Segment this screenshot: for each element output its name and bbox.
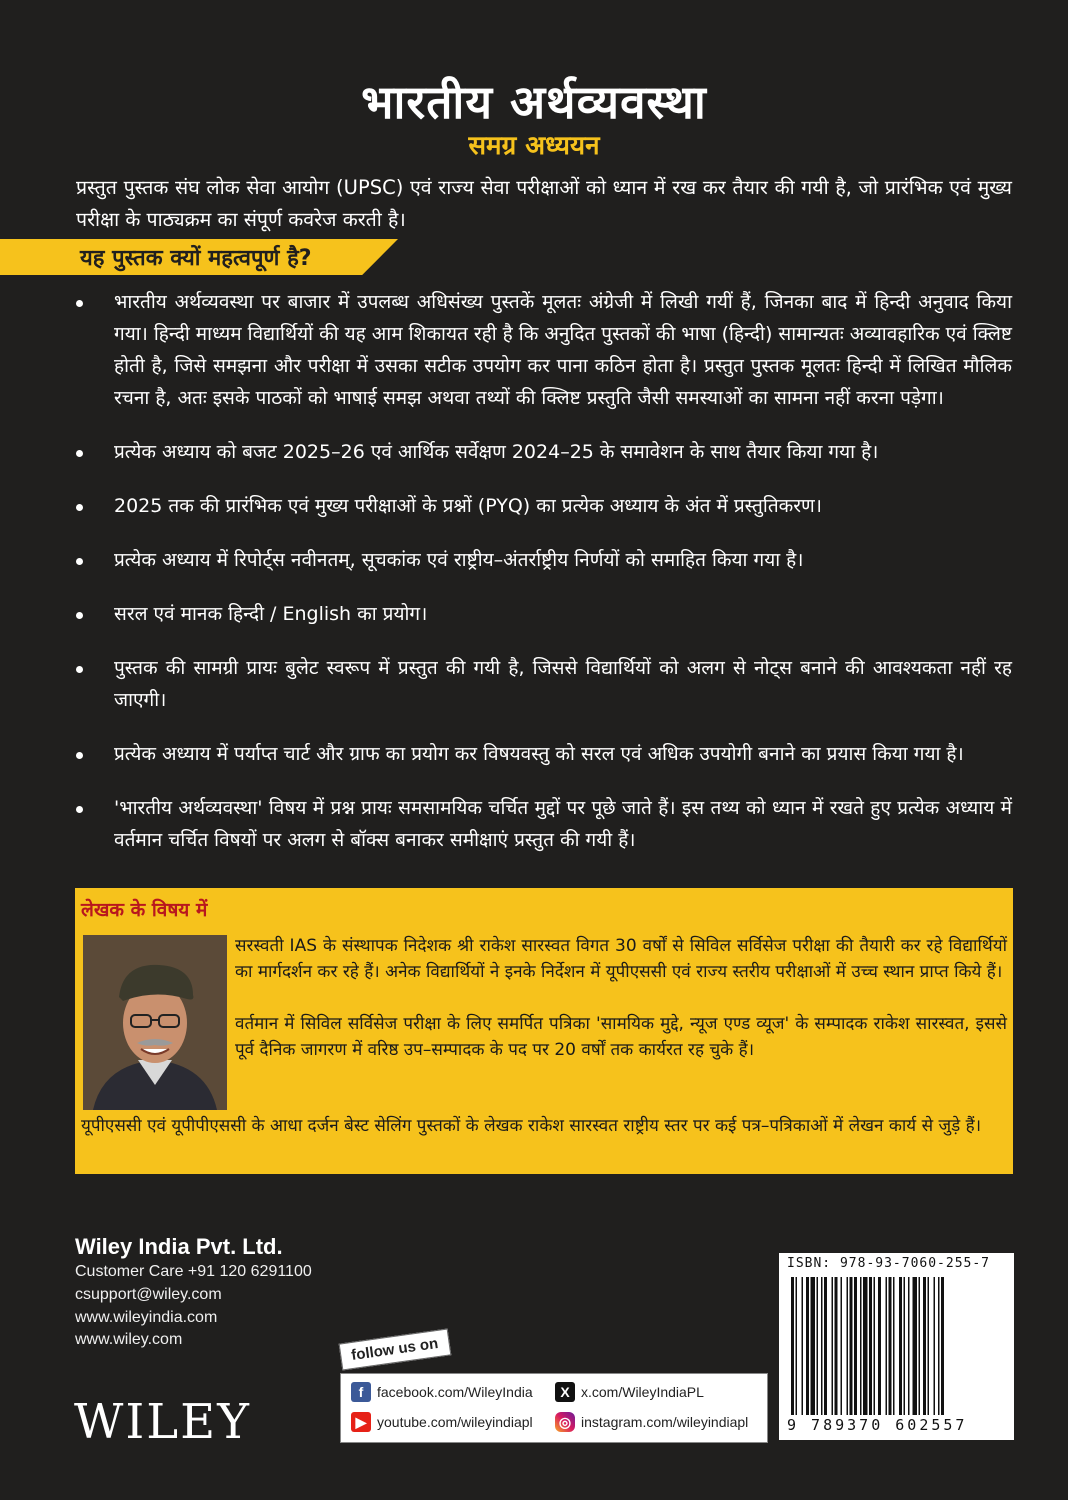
list-item — [76, 544, 1012, 576]
instagram-icon: ◎ — [555, 1412, 575, 1432]
isbn-label: ISBN: 978-93-7060-255-7 — [787, 1256, 991, 1271]
author-bio-paragraph: सरस्वती IAS के संस्थापक निदेशक श्री राकेश सारस्वत विगत 30 वर्षों से सिविल सर्विसेज परीक्षा की तैयारी कर रहे विद्यार्थियों का मार्गदर्शन कर रहे हैं। अनेक विद्यार्थियों ने इनके निर्देशन में यूपीएससी एवं राज्य स्तरीय परीक्षाओं में उच्च स्थान प्राप्त किये हैं। — [235, 936, 1007, 982]
list-item — [76, 490, 1012, 522]
list-item — [76, 436, 1012, 468]
list-item — [76, 738, 1012, 770]
author-portrait-icon — [83, 935, 227, 1110]
publisher-name: Wiley India Pvt. Ltd. — [75, 1234, 283, 1259]
social-links — [340, 1373, 768, 1443]
barcode-box — [779, 1253, 1014, 1440]
facebook-link[interactable] — [351, 1382, 533, 1402]
list-item-text: प्रत्येक अध्याय में पर्याप्त चार्ट और ग्राफ का प्रयोग कर विषयवस्तु को सरल एवं अधिक उपयोगी बनाने का प्रयास किया गया है। — [114, 743, 964, 765]
bullet-icon — [76, 558, 83, 565]
instagram-text: instagram.com/wileyindiapl — [581, 1414, 749, 1430]
x-text: x.com/WileyIndiaPL — [581, 1384, 704, 1400]
youtube-link[interactable] — [351, 1412, 533, 1432]
website-link[interactable]: www.wiley.com — [75, 1331, 183, 1348]
x-link[interactable] — [555, 1382, 704, 1402]
customer-care: Customer Care +91 120 6291100 — [75, 1263, 312, 1280]
list-item — [76, 792, 1012, 856]
instagram-link[interactable] — [555, 1412, 748, 1432]
list-item-text: 'भारतीय अर्थव्यवस्था' विषय में प्रश्न प्रायः समसामयिक चर्चित मुद्दों पर पूछे जाते हैं। इस तथ्य को ध्यान में रखते हुए प्रत्येक अध्याय में वर्तमान चर्चित विषयों पर अलग से बॉक्स बनाकर समीक्षाएं प्रस्तुत की गयी हैं। — [114, 797, 1012, 851]
author-heading: लेखक के विषय में — [81, 899, 208, 921]
facebook-icon: f — [351, 1382, 371, 1402]
youtube-text: youtube.com/wileyindiapl — [377, 1414, 533, 1430]
list-item-text: पुस्तक की सामग्री प्रायः बुलेट स्वरूप में प्रस्तुत की गयी है, जिससे विद्यार्थियों को अलग से नोट्स बनाने की आवश्यकता नहीं रह जाएगी। — [114, 657, 1012, 711]
barcode-icon — [791, 1277, 1002, 1415]
email-link[interactable]: csupport@wiley.com — [75, 1286, 222, 1303]
wiley-logo: WILEY — [74, 1394, 251, 1450]
follow-us-label: follow us on — [339, 1329, 451, 1371]
list-item-text: प्रत्येक अध्याय में रिपोर्ट्स नवीनतम्, सूचकांक एवं राष्ट्रीय–अंतर्राष्ट्रीय निर्णयों को समाहित किया गया है। — [114, 549, 804, 571]
author-bio-paragraph: वर्तमान में सिविल सर्विसेज परीक्षा के लिए समर्पित पत्रिका 'सामयिक मुद्दे, न्यूज एण्ड व्यूज' के सम्पादक राकेश सारस्वत, इससे पूर्व दैनिक जागरण में वरिष्ठ उप–सम्पादक के पद पर 20 वर्षों तक कार्यरत रह चुके हैं। — [235, 1014, 1007, 1060]
author-bio-paragraph: यूपीएससी एवं यूपीपीएससी के आधा दर्जन बेस्ट सेलिंग पुस्तकों के लेखक राकेश सारस्वत राष्ट्रीय स्तर पर कई पत्र–पत्रिकाओं में लेखन कार्य से जुड़े हैं। — [81, 1116, 982, 1136]
book-title: भारतीय अर्थव्यवस्था — [361, 75, 707, 129]
feature-list — [76, 286, 1012, 878]
book-subtitle: समग्र अध्ययन — [468, 131, 600, 161]
bullet-icon — [76, 504, 83, 511]
facebook-text: facebook.com/WileyIndia — [377, 1384, 533, 1400]
list-item-text: 2025 तक की प्रारंभिक एवं मुख्य परीक्षाओं के प्रश्नों (PYQ) का प्रत्येक अध्याय के अंत में प्रस्तुतिकरण। — [114, 495, 822, 517]
list-item-text: प्रत्येक अध्याय को बजट 2025–26 एवं आर्थिक सर्वेक्षण 2024–25 के समावेशन के साथ तैयार किया गया है। — [114, 441, 879, 463]
bullet-icon — [76, 450, 83, 457]
author-box — [75, 888, 1013, 1174]
list-item — [76, 598, 1012, 630]
why-heading: यह पुस्तक क्यों महत्वपूर्ण है? — [80, 246, 312, 271]
bullet-icon — [76, 752, 83, 759]
intro-paragraph: प्रस्तुत पुस्तक संघ लोक सेवा आयोग (UPSC) एवं राज्य सेवा परीक्षाओं को ध्यान में रख कर तैयार की गयी है, जो प्रारंभिक एवं मुख्य परीक्षा के पाठ्यक्रम का संपूर्ण कवरेज करती है। — [76, 176, 1012, 231]
list-item — [76, 652, 1012, 716]
bullet-icon — [76, 300, 83, 307]
author-photo — [83, 935, 227, 1110]
youtube-icon: ▶ — [351, 1412, 371, 1432]
barcode-digits: 9 789370 602557 — [787, 1416, 968, 1434]
bullet-icon — [76, 666, 83, 673]
x-icon: X — [555, 1382, 575, 1402]
list-item-text: सरल एवं मानक हिन्दी / English का प्रयोग। — [114, 603, 428, 625]
bullet-icon — [76, 612, 83, 619]
list-item-text: भारतीय अर्थव्यवस्था पर बाजार में उपलब्ध अधिसंख्य पुस्तकें मूलतः अंग्रेजी में लिखी गयीं हैं, जिनका बाद में हिन्दी अनुवाद किया गया। हिन्दी माध्यम विद्यार्थियों की यह आम शिकायत रही है कि अनुदित पुस्तकों की भाषा (हिन्दी) सामान्यतः अव्यावहारिक एवं क्लिष्ट होती है, जिसे समझना और परीक्षा में उसका सटीक उपयोग कर पाना कठिन होता है। प्रस्तुत पुस्तक मूलतः हिन्दी में लिखित मौलिक रचना है, अतः इसके पाठकों को भाषाई समझ अथवा तथ्यों की क्लिष्ट प्रस्तुति जैसी समस्याओं का सामना नहीं करना पड़ेगा। — [114, 291, 1012, 409]
list-item — [76, 286, 1012, 414]
bullet-icon — [76, 806, 83, 813]
website-link[interactable]: www.wileyindia.com — [75, 1309, 218, 1326]
